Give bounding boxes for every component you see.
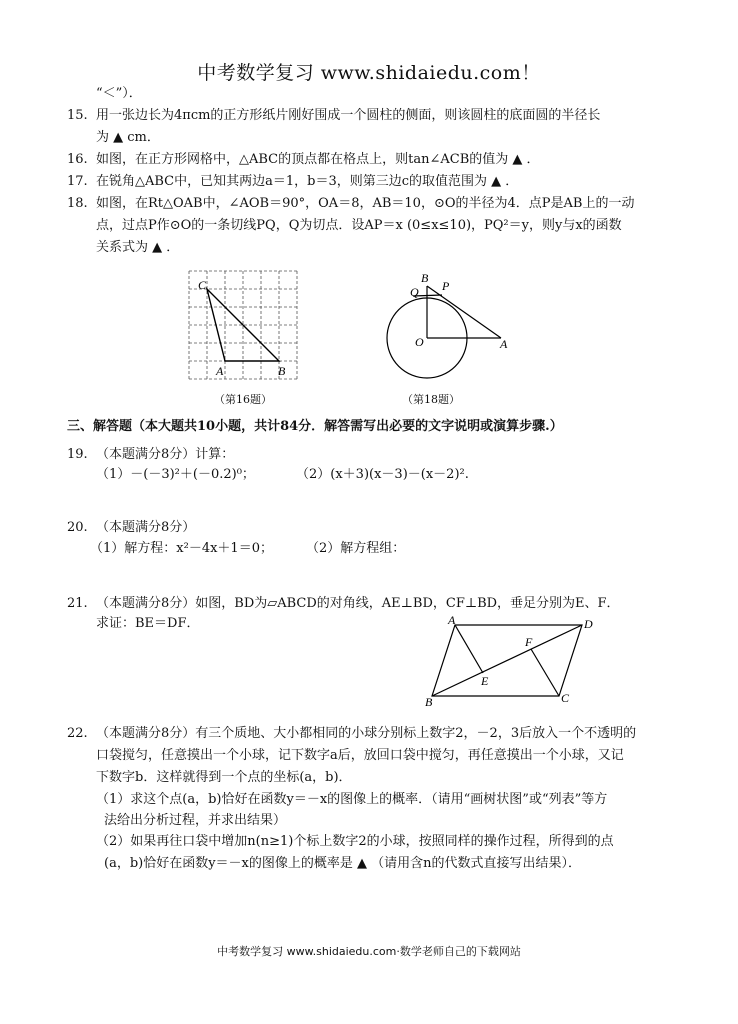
- label-P: P: [442, 279, 450, 293]
- question-19-part-2: （2）(x＋3)(x－3)－(x－2)².: [296, 467, 469, 482]
- question-number: 18.: [67, 196, 88, 211]
- question-22-line-6: （2）如果再往口袋中增加n(n≥1)个标上数字2的小球，按照同样的操作过程，所得到的点: [96, 834, 614, 849]
- figure-18-caption: （第18题）: [402, 393, 460, 406]
- label-A: A: [216, 364, 224, 378]
- question-15-line-1: 用一张边长为4πcm的正方形纸片刚好围成一个圆柱的侧面，则该圆柱的底面圆的半径长: [96, 108, 601, 123]
- label-A: A: [448, 613, 456, 627]
- label-C: C: [198, 278, 207, 292]
- figure-16-grid: [186, 268, 301, 383]
- question-number: 21.: [67, 596, 88, 611]
- question-number: 20.: [67, 520, 88, 535]
- question-18-line-3: 关系式为 ▲ ．: [96, 240, 180, 255]
- label-B: B: [425, 695, 433, 707]
- page-footer: 中考数学复习 www.shidaiedu.com·数学老师自己的下载网站: [217, 945, 521, 958]
- label-E: E: [481, 674, 489, 688]
- figure-21-parallelogram: [420, 612, 610, 707]
- question-22-line-1: （本题满分8分）有三个质地、大小都相同的小球分别标上数字2，－2，3后放入一个不透明的: [96, 726, 637, 741]
- page-header: 中考数学复习 www.shidaiedu.com！: [197, 62, 541, 84]
- question-number: 16.: [67, 152, 88, 167]
- question-number: 19.: [67, 447, 88, 462]
- question-20-part-1: （1）解方程：x²－4x＋1＝0；: [90, 541, 273, 556]
- section-3-heading: 三、解答题（本大题共10小题，共计84分．解答需写出必要的文字说明或演算步骤.）: [67, 419, 563, 434]
- label-B: B: [421, 271, 429, 285]
- question-18-line-1: 如图，在Rt△OAB中，∠AOB＝90°，OA＝8，AB＝10，⊙O的半径为4．点P是AB上的一动: [96, 196, 635, 211]
- question-22-line-4: （1）求这个点(a，b)恰好在函数y＝－x的图像上的概率．（请用“画树状图”或“列表”等方: [96, 792, 608, 807]
- question-22-line-5: 法给出分析过程，并求出结果）: [104, 813, 287, 828]
- label-O: O: [415, 335, 424, 349]
- question-15-line-2: 为 ▲ cm．: [96, 130, 160, 145]
- question-20: （本题满分8分）: [96, 520, 196, 535]
- label-F: F: [525, 635, 533, 649]
- question-number: 17.: [67, 174, 88, 189]
- question-17: 在锐角△ABC中，已知其两边a＝1，b＝3，则第三边c的取值范围为 ▲ ．: [96, 174, 519, 189]
- label-C: C: [561, 691, 570, 705]
- question-22-line-7: (a，b)恰好在函数y＝－x的图像上的概率是 ▲ （请用含n的代数式直接写出结果）．: [104, 856, 582, 871]
- figure-16-caption: （第16题）: [214, 393, 272, 406]
- question-16: 如图，在正方形网格中，△ABC的顶点都在格点上，则tan∠ACB的值为 ▲ ．: [96, 152, 540, 167]
- question-22-line-3: 下数字b．这样就得到一个点的坐标(a，b)．: [96, 770, 352, 785]
- question-21-line-2: 求证：BE＝DF．: [96, 616, 200, 631]
- question-number: 15.: [67, 108, 88, 123]
- text-line: “＜”）．: [96, 86, 142, 101]
- label-A: A: [500, 337, 508, 351]
- question-19: （本题满分8分）计算：: [96, 447, 235, 462]
- label-D: D: [584, 617, 593, 631]
- question-21-line-1: （本题满分8分）如图，BD为▱ABCD的对角线，AE⊥BD，CF⊥BD，垂足分别为E、F．: [96, 596, 620, 611]
- figure-18-circle: [380, 268, 520, 388]
- label-Q: Q: [410, 285, 419, 299]
- question-19-part-1: （1）－(－3)²＋(－0.2)⁰；: [96, 467, 255, 482]
- question-20-part-2: （2）解方程组：: [306, 541, 406, 556]
- question-number: 22.: [67, 726, 88, 741]
- question-22-line-2: 口袋搅匀，任意摸出一个小球，记下数字a后，放回口袋中搅匀，再任意摸出一个小球，又记: [96, 748, 624, 763]
- label-B: B: [278, 364, 286, 378]
- question-18-line-2: 点，过点P作⊙O的一条切线PQ，Q为切点．设AP＝x (0≤x≤10)，PQ²＝y，则y与x的函数: [96, 218, 622, 233]
